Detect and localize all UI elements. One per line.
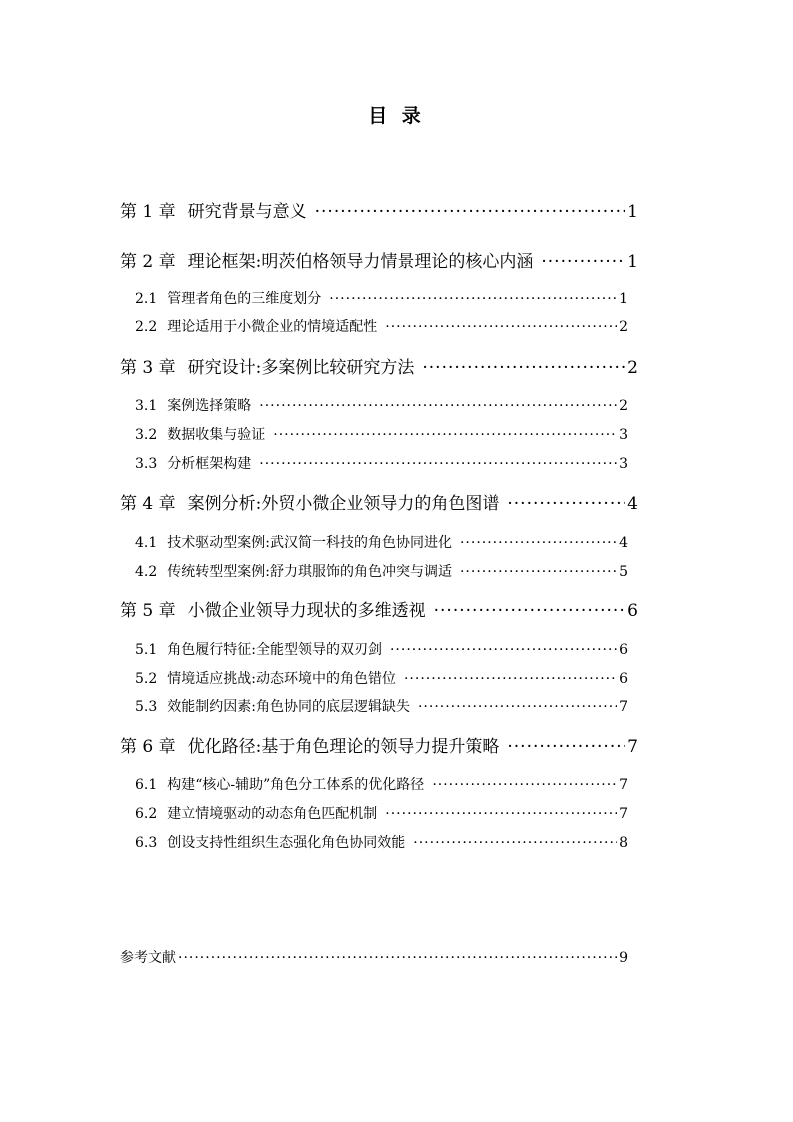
dot-leader [259,396,617,416]
entry-title: 分析框架构建 [167,456,252,472]
entry-title: 研究背景与意义 [187,202,307,222]
entry-number: 第 3 章 [120,358,176,378]
dot-leader [460,533,617,553]
entry-title: 研究设计:多案例比较研究方法 [187,358,415,378]
entry-number: 3.1 [135,398,158,414]
entry-page-number: 7 [627,737,638,757]
dot-leader [385,317,617,337]
entry-number: 第 2 章 [120,252,176,272]
toc-entry-section-4-2[interactable] [135,562,628,582]
dot-leader [404,669,617,689]
entry-number: 2.1 [135,291,158,307]
entry-page-number: 2 [619,319,628,335]
entry-number: 4.1 [135,535,158,551]
toc-entry-chapter-6[interactable] [120,735,638,759]
entry-number: 2.2 [135,319,158,335]
dot-leader [434,599,626,623]
entry-page-number: 5 [619,564,628,580]
entry-title: 案例分析:外贸小微企业领导力的角色图谱 [187,494,500,514]
entry-page-number: 4 [619,535,628,551]
toc-entry-section-2-2[interactable] [135,317,628,337]
entry-title: 建立情境驱动的动态角色匹配机制 [167,806,378,822]
toc-entry-chapter-1[interactable] [120,200,638,224]
entry-title: 构建“核心-辅助”角色分工体系的优化路径 [167,777,425,793]
toc-entry-section-5-1[interactable] [135,640,628,660]
entry-page-number: 2 [619,398,628,414]
entry-number: 5.3 [135,699,158,715]
entry-number: 5.1 [135,642,158,658]
dot-leader [273,425,617,445]
entry-title: 理论适用于小微企业的情境适配性 [167,319,378,335]
entry-title: 数据收集与验证 [167,427,266,443]
entry-title: 优化路径:基于角色理论的领导力提升策略 [187,737,500,757]
entry-number: 第 5 章 [120,601,176,621]
entry-page-number: 3 [619,456,628,472]
entry-page-number: 7 [619,777,628,793]
dot-leader [507,492,625,516]
entry-page-number: 8 [619,835,628,851]
entry-page-number: 9 [619,950,628,966]
entry-page-number: 4 [627,494,638,514]
entry-page-number: 6 [627,601,638,621]
entry-title: 创设支持性组织生态强化角色协同效能 [167,835,406,851]
entry-number: 第 4 章 [120,494,176,514]
entry-number: 第 6 章 [120,737,176,757]
entry-page-number: 7 [619,806,628,822]
entry-page-number: 1 [627,202,638,222]
toc-entry-section-6-2[interactable] [135,804,628,824]
entry-number: 5.2 [135,671,158,687]
entry-title: 效能制约因素:角色协同的底层逻辑缺失 [167,699,410,715]
entry-page-number: 6 [619,642,628,658]
toc-entry-section-5-2[interactable] [135,669,628,689]
entry-number: 6.2 [135,806,158,822]
dot-leader [329,289,617,309]
toc-entry-section-6-3[interactable] [135,833,628,853]
entry-number: 第 1 章 [120,202,176,222]
toc-entry-references[interactable] [120,948,628,968]
entry-title: 角色履行特征:全能型领导的双刃剑 [167,642,382,658]
dot-leader [422,356,625,380]
toc-entry-section-3-3[interactable] [135,454,628,474]
entry-page-number: 3 [619,427,628,443]
dot-leader [432,775,617,795]
dot-leader [315,200,626,224]
dot-leader [541,250,625,274]
dot-leader [460,562,617,582]
toc-entry-section-3-2[interactable] [135,425,628,445]
toc-title: 目 录 [368,105,425,127]
entry-number: 3.3 [135,456,158,472]
entry-number: 4.2 [135,564,158,580]
entry-number: 6.3 [135,835,158,851]
entry-title: 传统转型型案例:舒力琪服饰的角色冲突与调适 [167,564,452,580]
toc-entry-chapter-4[interactable] [120,492,638,516]
entry-title: 小微企业领导力现状的多维透视 [187,601,426,621]
dot-leader [418,697,617,717]
entry-page-number: 2 [627,358,638,378]
toc-entry-section-5-3[interactable] [135,697,628,717]
toc-entry-chapter-3[interactable] [120,356,638,380]
toc-entry-chapter-2[interactable] [120,250,638,274]
toc-entry-section-2-1[interactable] [135,289,628,309]
entry-title: 情境适应挑战:动态环境中的角色错位 [167,671,396,687]
entry-title: 案例选择策略 [167,398,252,414]
dot-leader [178,948,617,968]
entry-title: 技术驱动型案例:武汉简一科技的角色协同进化 [167,535,452,551]
entry-number: 3.2 [135,427,158,443]
entry-title: 管理者角色的三维度划分 [167,291,322,307]
toc-entry-section-4-1[interactable] [135,533,628,553]
entry-page-number: 6 [619,671,628,687]
entry-title: 理论框架:明茨伯格领导力情景理论的核心内涵 [187,252,534,272]
entry-page-number: 1 [619,291,628,307]
entry-page-number: 7 [619,699,628,715]
dot-leader [390,640,617,660]
toc-entry-section-6-1[interactable] [135,775,628,795]
dot-leader [385,804,617,824]
entry-title: 参考文献 [120,950,176,966]
entry-page-number: 1 [627,252,638,272]
toc-entry-chapter-5[interactable] [120,599,638,623]
dot-leader [413,833,617,853]
toc-entry-section-3-1[interactable] [135,396,628,416]
dot-leader [507,735,625,759]
entry-number: 6.1 [135,777,158,793]
dot-leader [259,454,617,474]
